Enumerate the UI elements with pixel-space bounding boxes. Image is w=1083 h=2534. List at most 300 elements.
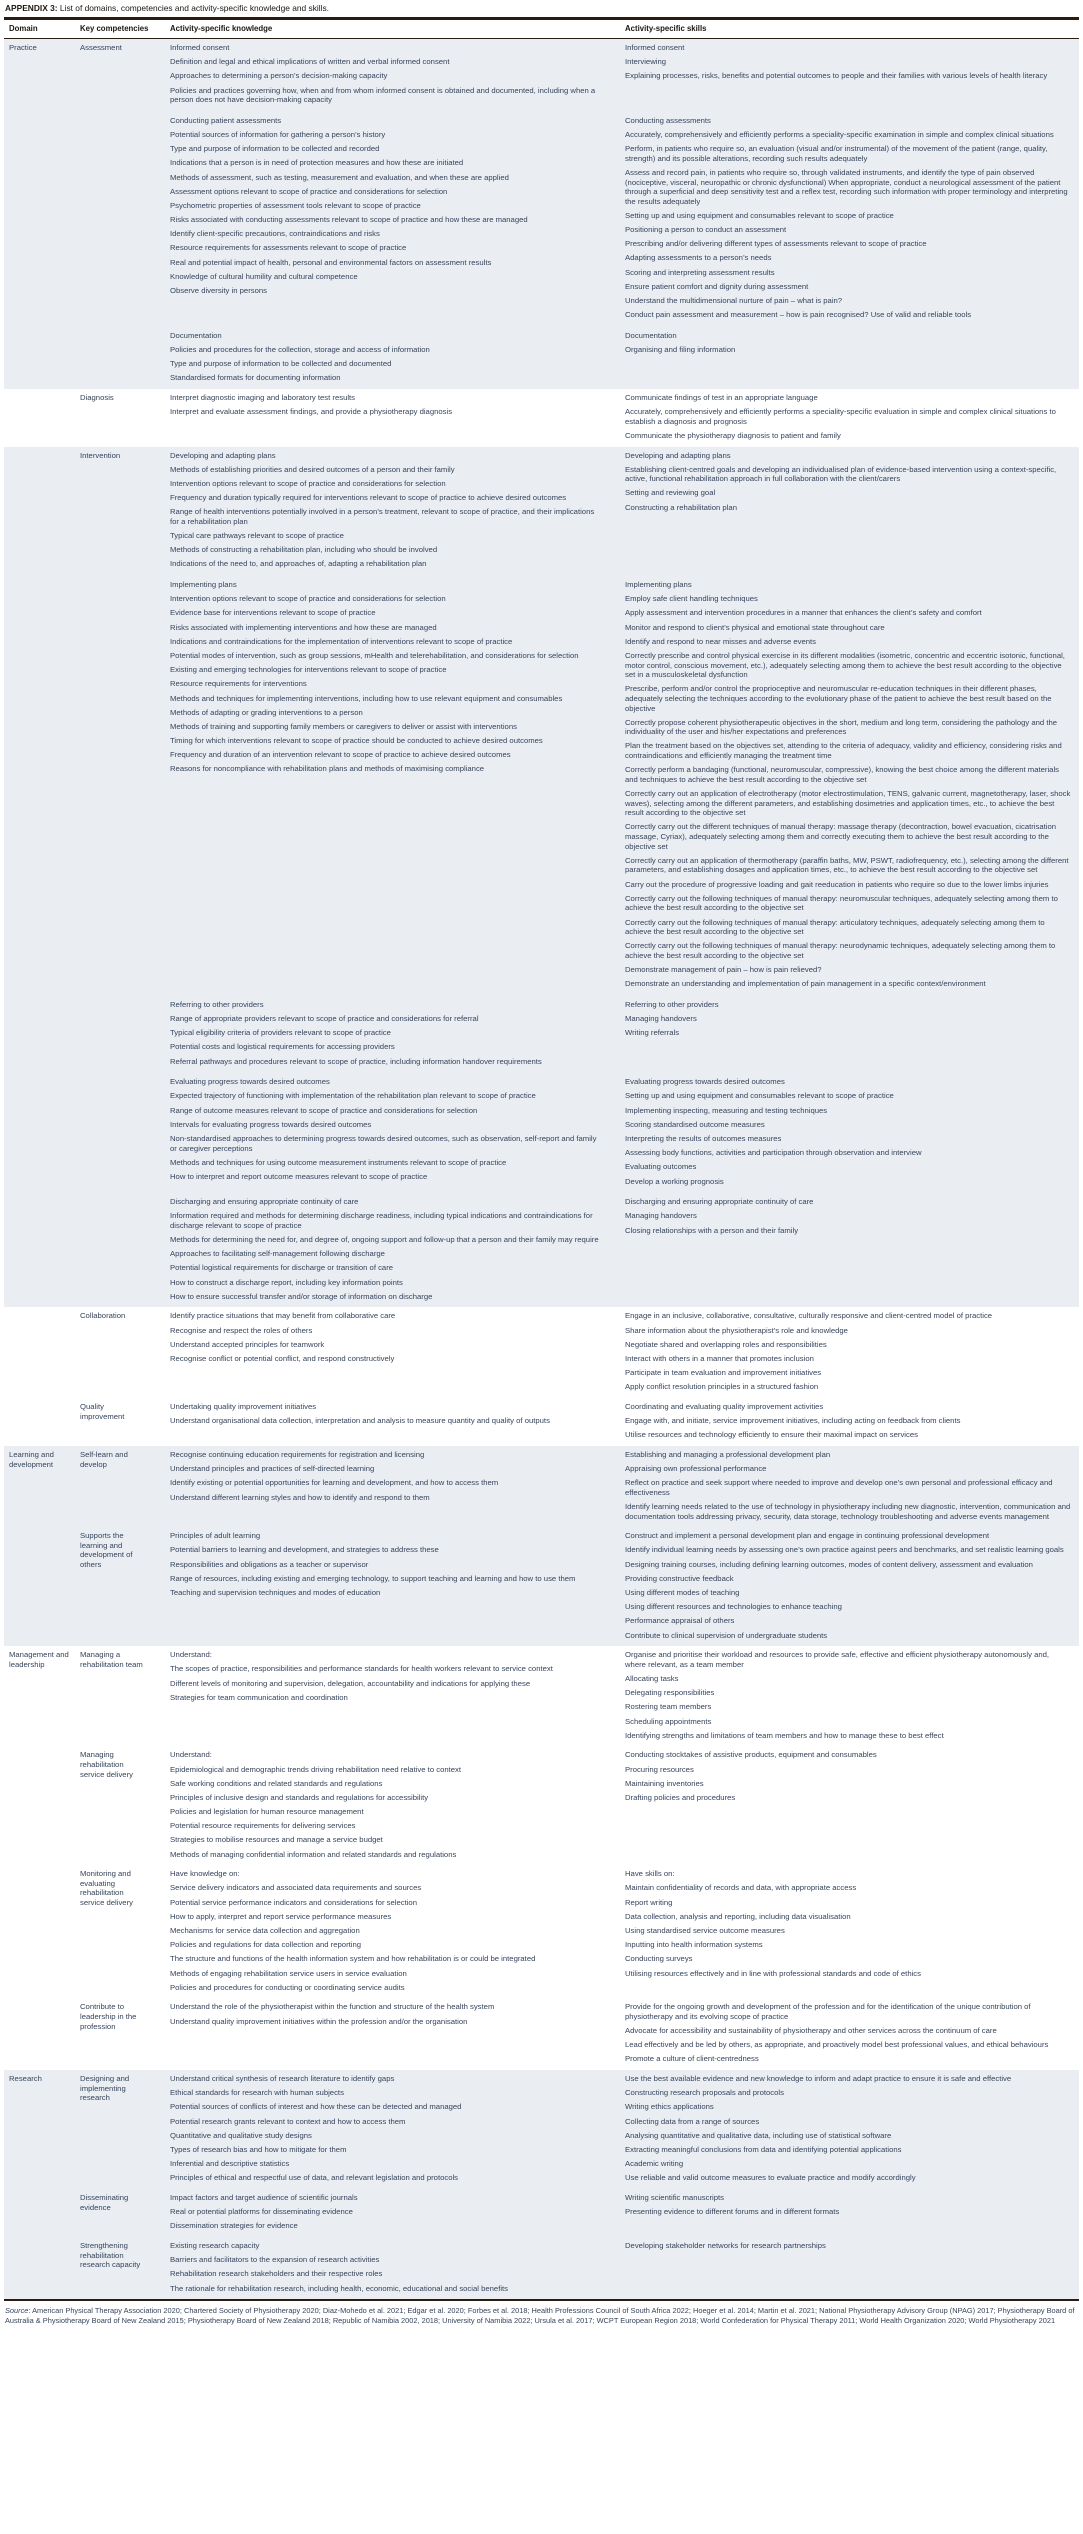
knowledge-item: Epidemiological and demographic trends driving rehabilitation need relative to context xyxy=(170,1764,462,1774)
skills-cell xyxy=(621,2002,1079,2064)
knowledge-item: Range of resources, including existing and emerging technology, to support teaching and learning and how to use them xyxy=(170,1573,576,1583)
knowledge-item: Evaluating progress towards desired outcomes xyxy=(170,1077,330,1087)
skill-item: Use the best available evidence and new knowledge to inform and adapt practice to ensure it is safe and effective xyxy=(625,2074,1012,2084)
table-row xyxy=(4,1307,1079,1398)
skill-item: Adapting assessments to a person’s needs xyxy=(625,253,772,263)
knowledge-cell xyxy=(166,2074,621,2183)
skill-item: Ensure patient comfort and dignity during assessment xyxy=(625,281,809,291)
skill-item: Identify and respond to near misses and adverse events xyxy=(625,636,817,646)
row-blocks xyxy=(166,1311,1079,1392)
knowledge-item: Potential resource requirements for delivering services xyxy=(170,1821,356,1831)
knowledge-item: Approaches to determining a person’s decision-making capacity xyxy=(170,71,388,81)
competency-cell: Assessment xyxy=(80,43,122,52)
skill-item: Prescribe, perform and/or control the proprioceptive and neuromuscular re-education techniques in their different phases, adequately selecting the techniques according to the evolutionary phase of the patient to achieve the best result based on the objective xyxy=(625,684,1052,713)
skill-item: Use reliable and valid outcome measures to evaluate practice and modify accordingly xyxy=(625,2173,916,2183)
knowledge-item: Understand: xyxy=(170,1650,212,1660)
skill-item: Rostering team members xyxy=(625,1702,712,1712)
knowledge-item: Different levels of monitoring and supervision, delegation, accountability and indications for applying these xyxy=(170,1678,531,1688)
source-note xyxy=(5,2306,1078,2325)
knowledge-item: Identify practice situations that may benefit from collaborative care xyxy=(170,1311,396,1321)
knowledge-item: Understand the role of the physiotherapist within the function and structure of the health system xyxy=(170,2002,495,2012)
knowledge-item: Understand organisational data collection, interpretation and analysis to measure quantity and quality of outputs xyxy=(170,1416,550,1426)
table-row xyxy=(4,447,1079,1308)
skill-item: Correctly carry out the following techniques of manual therapy: neurodynamic techniques, adequately selecting among them to achieve the best result according to the objective set xyxy=(625,941,1056,960)
knowledge-item: Potential service performance indicators and considerations for selection xyxy=(170,1897,417,1907)
row-blocks xyxy=(166,2074,1079,2183)
knowledge-item: Potential barriers to learning and development, and strategies to address these xyxy=(170,1545,439,1555)
row-blocks xyxy=(166,1869,1079,1992)
skill-item: Share information about the physiotherapist’s role and knowledge xyxy=(625,1325,848,1335)
knowledge-item: Strategies for team communication and coordination xyxy=(170,1692,348,1702)
skill-item: Writing referrals xyxy=(625,1028,680,1038)
skill-item: Carry out the procedure of progressive loading and gait reeducation in patients who require so due to the lower limbs injuries xyxy=(625,879,1049,889)
knowledge-item: Definition and legal and ethical implications of written and verbal informed consent xyxy=(170,57,450,67)
row-blocks xyxy=(166,1750,1079,1859)
skill-item: Positioning a person to conduct an assessment xyxy=(625,225,787,235)
skill-item: Assess and record pain, in patients who require so, through validated instruments, and identify the type of pain observed (nociceptive, visceral, neuropathic or chronic dysfunctional) When appropriate, conduct a neurological assessment of the patient through a superficial and deep sensitivity test and a reflex test, recording such information with proper terminology and interpreting the results adequately xyxy=(625,167,1068,206)
skill-item: Constructing research proposals and protocols xyxy=(625,2088,784,2098)
skill-item: Apply assessment and intervention procedures in a manner that enhances the client’s safety and comfort xyxy=(625,608,982,618)
skills-cell xyxy=(621,1531,1079,1640)
knowledge-cell xyxy=(166,1000,621,1066)
knowledge-cell xyxy=(166,393,621,441)
row-blocks xyxy=(166,2002,1079,2064)
competency-cell: Managing rehabilitation service delivery xyxy=(80,1750,133,1779)
knowledge-item: Resource requirements for assessments relevant to scope of practice xyxy=(170,243,407,253)
skill-item: Appraising own professional performance xyxy=(625,1464,767,1474)
row-blocks xyxy=(166,43,1079,383)
knowledge-item: Approaches to facilitating self-management following discharge xyxy=(170,1249,385,1259)
knowledge-item: Safe working conditions and related standards and regulations xyxy=(170,1778,383,1788)
knowledge-item: Policies and regulations for data collection and reporting xyxy=(170,1940,362,1950)
header-key-competencies: Key competencies xyxy=(80,24,149,33)
knowledge-item: Intervention options relevant to scope of practice and considerations for selection xyxy=(170,594,446,604)
knowledge-item: Methods of establishing priorities and desired outcomes of a person and their family xyxy=(170,464,455,474)
knowledge-item: Potential research grants relevant to context and how to access them xyxy=(170,2116,406,2126)
knowledge-item: Mechanisms for service data collection and aggregation xyxy=(170,1925,360,1935)
knowledge-cell xyxy=(166,1311,621,1392)
knowledge-item: Range of appropriate providers relevant to scope of practice and considerations for referral xyxy=(170,1014,479,1024)
knowledge-skills-block xyxy=(166,1531,1079,1640)
knowledge-item: Service delivery indicators and associated data requirements and sources xyxy=(170,1883,422,1893)
skills-cell xyxy=(621,1650,1079,1740)
skill-item: Writing scientific manuscripts xyxy=(625,2192,724,2202)
skill-item: Managing handovers xyxy=(625,1211,697,1221)
knowledge-item: Evidence base for interventions relevant to scope of practice xyxy=(170,608,376,618)
skill-item: Establishing and managing a professional development plan xyxy=(625,1449,831,1459)
knowledge-item: Risks associated with conducting assessments relevant to scope of practice and how these are managed xyxy=(170,215,528,225)
knowledge-item: Understand: xyxy=(170,1750,212,1760)
skill-item: Drafting policies and procedures xyxy=(625,1792,736,1802)
knowledge-item: Ethical standards for research with human subjects xyxy=(170,2088,344,2098)
skill-item: Designing training courses, including defining learning outcomes, modes of content delivery, assessment and evaluation xyxy=(625,1559,1033,1569)
skills-cell xyxy=(621,1869,1079,1992)
skill-item: Participate in team evaluation and improvement initiatives xyxy=(625,1368,822,1378)
skill-item: Using different modes of teaching xyxy=(625,1588,740,1598)
knowledge-item: How to apply, interpret and report service performance measures xyxy=(170,1911,392,1921)
knowledge-item: Frequency and duration typically required for interventions relevant to scope of practice to achieve desired outcomes xyxy=(170,493,567,503)
skill-item: Scoring standardised outcome measures xyxy=(625,1119,765,1129)
knowledge-item: Real or potential platforms for disseminating evidence xyxy=(170,2207,353,2217)
skills-cell xyxy=(621,393,1079,441)
knowledge-item: Identify client-specific precautions, contraindications and risks xyxy=(170,229,380,239)
domain-cell xyxy=(4,1869,80,1992)
knowledge-item: Implementing plans xyxy=(170,580,237,589)
skill-item: Develop a working prognosis xyxy=(625,1176,724,1186)
knowledge-item: The rationale for rehabilitation research, including health, economic, educational and social benefits xyxy=(170,2283,509,2293)
knowledge-item: Methods of engaging rehabilitation service users in service evaluation xyxy=(170,1968,407,1978)
skills-cell xyxy=(621,1750,1079,1859)
skill-item: Plan the treatment based on the objectives set, attending to the criteria of adequacy, validity and efficiency, considering risks and contraindications and efficiently managing the treatment time xyxy=(625,741,1062,761)
domain-cell xyxy=(4,1531,80,1640)
row-blocks xyxy=(166,1650,1079,1740)
domain-cell xyxy=(4,393,80,441)
knowledge-item: Documentation xyxy=(170,330,222,340)
skill-item: Managing handovers xyxy=(625,1014,697,1024)
page-title xyxy=(5,3,1079,14)
table-row xyxy=(4,1527,1079,1646)
table-row xyxy=(4,2070,1079,2189)
knowledge-item: Impact factors and target audience of scientific journals xyxy=(170,2192,358,2202)
knowledge-item: Risks associated with implementing interventions and how these are managed xyxy=(170,622,437,632)
skill-item: Conducting stocktakes of assistive products, equipment and consumables xyxy=(625,1750,877,1760)
competency-cell: Collaboration xyxy=(80,1311,126,1321)
competency-cell: Monitoring and evaluating rehabilitation service delivery xyxy=(80,1869,133,1907)
knowledge-cell xyxy=(166,2241,621,2293)
skill-item: Accurately, comprehensively and efficiently performs a speciality-specific examination in simple and complex clinical situations xyxy=(625,129,1054,139)
skill-item: Procuring resources xyxy=(625,1764,694,1774)
knowledge-item: Identify existing or potential opportunities for learning and development, and how to access them xyxy=(170,1478,499,1488)
knowledge-item: Timing for which interventions relevant to scope of practice should be conducted to achieve desired outcomes xyxy=(170,736,543,746)
competency-cell: Quality improvement xyxy=(80,1401,125,1421)
knowledge-item: Strategies to mobilise resources and manage a service budget xyxy=(170,1835,383,1845)
skill-item: Advocate for accessibility and sustainability of physiotherapy and other services across the continuum of care xyxy=(625,2026,997,2036)
knowledge-skills-block xyxy=(166,43,1079,105)
skills-cell xyxy=(621,1077,1079,1186)
skill-item: Scoring and interpreting assessment results xyxy=(625,267,775,277)
knowledge-item: Indications of the need to, and approaches of, adapting a rehabilitation plan xyxy=(170,559,427,569)
skill-item: Perform, in patients who require so, an evaluation (visual and/or instrumental) of the movement of the patient (range, quality, strength) and its possible alterations, recording such results adequately xyxy=(625,144,1048,163)
skill-item: Conduct pain assessment and measurement – how is pain recognised? Use of valid and reliable tools xyxy=(625,310,972,320)
knowledge-skills-block xyxy=(166,1000,1079,1066)
knowledge-skills-block xyxy=(166,2241,1079,2293)
knowledge-item: Understand accepted principles for teamwork xyxy=(170,1339,325,1349)
domain-cell: Management and leadership xyxy=(9,1650,69,1669)
knowledge-skills-block xyxy=(166,1869,1079,1992)
knowledge-item: The scopes of practice, responsibilities and performance standards for health workers relevant to service context xyxy=(170,1664,553,1674)
knowledge-item: Inferential and descriptive statistics xyxy=(170,2159,290,2169)
knowledge-cell xyxy=(166,1650,621,1740)
knowledge-item: Potential logistical requirements for discharge or transition of care xyxy=(170,1263,394,1273)
knowledge-item: Intervention options relevant to scope of practice and considerations for selection xyxy=(170,478,446,488)
knowledge-item: Methods of constructing a rehabilitation plan, including who should be involved xyxy=(170,545,438,555)
knowledge-skills-block xyxy=(166,2002,1079,2064)
knowledge-skills-block xyxy=(166,1750,1079,1859)
skill-item: Writing ethics applications xyxy=(625,2102,714,2112)
knowledge-cell xyxy=(166,451,621,570)
skill-item: Discharging and ensuring appropriate continuity of care xyxy=(625,1197,814,1207)
skill-item: Organising and filing information xyxy=(625,344,736,354)
knowledge-item: Existing and emerging technologies for interventions relevant to scope of practice xyxy=(170,665,447,675)
knowledge-item: Quantitative and qualitative study designs xyxy=(170,2130,312,2140)
knowledge-item: Recognise continuing education requirements for registration and licensing xyxy=(170,1449,425,1459)
skill-item: Using different resources and technologies to enhance teaching xyxy=(625,1602,842,1612)
skill-item: Implementing plans xyxy=(625,580,692,589)
competency-table xyxy=(4,17,1079,2301)
knowledge-item: Rehabilitation research stakeholders and their respective roles xyxy=(170,2269,383,2279)
domain-cell xyxy=(4,2241,80,2293)
header-activity-specific-knowledge: Activity-specific knowledge xyxy=(170,24,273,33)
table-row xyxy=(4,2237,1079,2299)
knowledge-cell xyxy=(166,1197,621,1301)
knowledge-item: Methods of managing confidential information and related standards and regulations xyxy=(170,1849,457,1859)
knowledge-cell xyxy=(166,580,621,989)
appendix-label: APPENDIX 3: xyxy=(5,3,58,13)
skills-cell xyxy=(621,1311,1079,1392)
row-blocks xyxy=(166,2241,1079,2293)
knowledge-item: Methods and techniques for implementing interventions, including how to use relevant equipment and consumables xyxy=(170,693,563,703)
skill-item: Report writing xyxy=(625,1897,673,1907)
skill-item: Constructing a rehabilitation plan xyxy=(625,502,737,512)
skill-item: Implementing inspecting, measuring and testing techniques xyxy=(625,1105,828,1115)
knowledge-skills-block xyxy=(166,393,1079,441)
knowledge-item: Indications and contraindications for the implementation of interventions relevant to scope of practice xyxy=(170,636,513,646)
knowledge-skills-block xyxy=(166,116,1079,320)
source-label: Source xyxy=(5,2306,29,2316)
knowledge-item: Typical eligibility criteria of providers relevant to scope of practice xyxy=(170,1028,391,1038)
knowledge-skills-block xyxy=(166,1402,1079,1440)
knowledge-item: Methods of adapting or grading interventions to a person xyxy=(170,707,363,717)
table-row xyxy=(4,2189,1079,2237)
skill-item: Demonstrate an understanding and implementation of pain management in a specific context/environment xyxy=(625,979,986,989)
knowledge-item: Conducting patient assessments xyxy=(170,115,282,125)
knowledge-item: Potential sources of information for gathering a person’s history xyxy=(170,129,386,139)
skills-cell xyxy=(621,43,1079,105)
knowledge-item: Type and purpose of information to be collected and documented xyxy=(170,359,392,369)
skill-item: Correctly perform a bandaging (functional, neuromuscular, compressive), knowing the best choice among the different materials and techniques to achieve the best result according to the objective set xyxy=(625,765,1059,784)
knowledge-item: Have knowledge on: xyxy=(170,1869,240,1879)
knowledge-item: Type and purpose of information to be collected and recorded xyxy=(170,144,380,154)
skill-item: Documentation xyxy=(625,330,677,340)
skill-item: Contribute to clinical supervision of undergraduate students xyxy=(625,1630,828,1640)
skill-item: Setting up and using equipment and consumables relevant to scope of practice xyxy=(625,210,894,220)
knowledge-item: Responsibilities and obligations as a teacher or supervisor xyxy=(170,1559,369,1569)
domain-cell: Practice xyxy=(9,43,37,52)
skill-item: Performance appraisal of others xyxy=(625,1616,735,1626)
table-row xyxy=(4,39,1079,389)
knowledge-cell xyxy=(166,43,621,105)
skill-item: Interviewing xyxy=(625,57,667,67)
skill-item: Setting and reviewing goal xyxy=(625,488,716,498)
skill-item: Identifying strengths and limitations of team members and how to manage these to best effect xyxy=(625,1730,944,1740)
row-blocks xyxy=(166,393,1079,441)
skill-item: Provide for the ongoing growth and development of the profession and for the identification of the unique contribution of physiotherapy and its evolving scope of practice xyxy=(625,2002,1031,2021)
skill-item: Coordinating and evaluating quality improvement activities xyxy=(625,1401,824,1411)
knowledge-cell xyxy=(166,2002,621,2064)
knowledge-item: Range of outcome measures relevant to scope of practice and considerations for selection xyxy=(170,1105,478,1115)
knowledge-item: Recognise conflict or potential conflict, and respond constructively xyxy=(170,1354,395,1363)
knowledge-item: Interpret and evaluate assessment findings, and provide a physiotherapy diagnosis xyxy=(170,407,453,417)
knowledge-item: How to ensure successful transfer and/or storage of information on discharge xyxy=(170,1291,433,1301)
skill-item: Maintaining inventories xyxy=(625,1778,704,1788)
header-domain: Domain xyxy=(9,24,38,33)
skill-item: Demonstrate management of pain – how is pain relieved? xyxy=(625,965,822,975)
skill-item: Correctly prescribe and control physical exercise in its different modalities (isometric, concentric and eccentric isotonic, functional, motor control, conscious movement, etc.), adequately selecting among them to achieve the best result according to the objective set in a musculoskeletal dysfunction xyxy=(625,650,1065,680)
skill-item: Inputting into health information systems xyxy=(625,1940,763,1950)
skill-item: Correctly carry out the different techniques of manual therapy: massage therapy (decontraction, bowel evacuation, cicatrisation massage, Cyriax), adequately selecting among them and correctly executing them to achieve the best result according to the objective set xyxy=(625,822,1057,851)
skill-item: Identify individual learning needs by assessing one’s own practice against peers and benchmarks, and set realistic learning goals xyxy=(625,1545,1064,1555)
knowledge-item: Barriers and facilitators to the expansion of research activities xyxy=(170,2255,380,2265)
knowledge-item: Resource requirements for interventions xyxy=(170,679,307,689)
skill-item: Utilise resources and technology efficiently to ensure their maximal impact on services xyxy=(625,1430,918,1440)
table-row xyxy=(4,1446,1079,1527)
knowledge-item: Types of research bias and how to mitigate for them xyxy=(170,2145,347,2154)
skill-item: Interpreting the results of outcomes measures xyxy=(625,1133,782,1143)
skill-item: Referring to other providers xyxy=(625,999,719,1009)
table-body xyxy=(4,39,1079,2299)
knowledge-skills-block xyxy=(166,451,1079,570)
knowledge-cell xyxy=(166,331,621,383)
skills-cell xyxy=(621,331,1079,383)
domain-cell: Research xyxy=(9,2074,42,2084)
knowledge-item: Principles of inclusive design and standards and regulations for accessibility xyxy=(170,1792,429,1802)
skill-item: Conducting assessments xyxy=(625,115,711,125)
skill-item: Assessing body functions, activities and participation through observation and interview xyxy=(625,1148,922,1158)
knowledge-item: Real and potential impact of health, personal and environmental factors on assessment results xyxy=(170,257,492,267)
knowledge-item: Understand different learning styles and how to identify and respond to them xyxy=(170,1492,430,1502)
domain-cell xyxy=(4,1311,80,1392)
skills-cell xyxy=(621,1450,1079,1521)
knowledge-cell xyxy=(166,1869,621,1992)
skill-item: Analysing quantitative and qualitative data, including use of statistical software xyxy=(625,2130,892,2140)
competency-cell: Designing and implementing research xyxy=(80,2074,130,2103)
skill-item: Prescribing and/or delivering different types of assessments relevant to scope of practice xyxy=(625,239,927,249)
competency-cell: Diagnosis xyxy=(80,392,114,402)
competency-cell: Disseminating evidence xyxy=(80,2192,129,2212)
skills-cell xyxy=(621,116,1079,320)
skill-item: Conducting surveys xyxy=(625,1954,693,1964)
knowledge-item: Psychometric properties of assessment tools relevant to scope of practice xyxy=(170,200,421,210)
knowledge-skills-block xyxy=(166,331,1079,383)
knowledge-item: Range of health interventions potentially involved in a person’s treatment, relevant to scope of practice, and their implications for a rehabilitation plan xyxy=(170,507,595,526)
table-row xyxy=(4,1865,1079,1998)
skill-item: Understand the multidimensional nurture of pain – what is pain? xyxy=(625,296,843,305)
domain-cell xyxy=(4,2002,80,2064)
domain-cell xyxy=(4,2193,80,2231)
knowledge-item: Principles of ethical and respectful use of data, and relevant legislation and protocols xyxy=(170,2173,459,2183)
knowledge-item: Typical care pathways relevant to scope of practice xyxy=(170,531,344,541)
skills-cell xyxy=(621,1197,1079,1301)
skill-item: Correctly carry out an application of electrotherapy (motor electrostimulation, TENS, galvanic current, magnetotherapy, laser, shock waves), selecting among the different parameters, and establishing dosimetries and application times, etc., to achieve the best result according to the objective set xyxy=(625,789,1071,818)
knowledge-item: Policies and procedures for the collection, storage and access of information xyxy=(170,344,430,354)
skill-item: Engage in an inclusive, collaborative, consultative, culturally responsive and client-centred model of practice xyxy=(625,1311,993,1321)
knowledge-item: Reasons for noncompliance with rehabilitation plans and methods of maximising compliance xyxy=(170,764,485,774)
knowledge-item: Potential modes of intervention, such as group sessions, mHealth and telerehabilitation, and considerations for selection xyxy=(170,650,579,660)
skill-item: Using standardised service outcome measures xyxy=(625,1925,785,1935)
skill-item: Organise and prioritise their workload and resources to provide safe, effective and efficient physiotherapy autonomously and, where relevant, as a team member xyxy=(625,1650,1050,1669)
knowledge-item: Dissemination strategies for evidence xyxy=(170,2221,298,2231)
skill-item: Evaluating progress towards desired outcomes xyxy=(625,1077,785,1087)
skill-item: Delegating responsibilities xyxy=(625,1688,715,1698)
competency-cell: Managing a rehabilitation team xyxy=(80,1650,143,1669)
knowledge-item: Indications that a person is in need of protection measures and how these are initiated xyxy=(170,158,464,168)
knowledge-cell xyxy=(166,1750,621,1859)
knowledge-item: Frequency and duration of an intervention relevant to scope of practice to achieve desired outcomes xyxy=(170,750,511,760)
knowledge-cell xyxy=(166,1077,621,1186)
knowledge-cell xyxy=(166,1402,621,1440)
knowledge-item: Intervals for evaluating progress towards desired outcomes xyxy=(170,1119,372,1129)
knowledge-item: Methods of assessment, such as testing, measurement and evaluation, and when these are applied xyxy=(170,172,509,182)
table-row xyxy=(4,1398,1079,1446)
knowledge-item: Potential sources of conflicts of interest and how these can be detected and managed xyxy=(170,2102,462,2112)
knowledge-item: Potential costs and logistical requirements for accessing providers xyxy=(170,1042,395,1052)
competency-cell: Strengthening rehabilitation research capacity xyxy=(80,2240,141,2270)
competency-cell: Self-learn and develop xyxy=(80,1449,128,1469)
skill-item: Apply conflict resolution principles in a structured fashion xyxy=(625,1382,819,1392)
domain-cell xyxy=(4,1402,80,1440)
knowledge-item: Methods and techniques for using outcome measurement instruments relevant to scope of practice xyxy=(170,1157,507,1167)
domain-cell xyxy=(4,451,80,1302)
knowledge-item: Observe diversity in persons xyxy=(170,286,267,295)
skills-cell xyxy=(621,2074,1079,2183)
knowledge-item: Interpret diagnostic imaging and laboratory test results xyxy=(170,392,356,402)
skills-cell xyxy=(621,1000,1079,1066)
skill-item: Promote a culture of client-centredness xyxy=(625,2054,759,2064)
skill-item: Closing relationships with a person and their family xyxy=(625,1225,799,1235)
table-row xyxy=(4,389,1079,447)
skill-item: Have skills on: xyxy=(625,1869,675,1879)
skill-item: Interact with others in a manner that promotes inclusion xyxy=(625,1354,814,1363)
skill-item: Developing stakeholder networks for research partnerships xyxy=(625,2240,826,2250)
skill-item: Communicate the physiotherapy diagnosis to patient and family xyxy=(625,430,841,440)
table-row xyxy=(4,1746,1079,1865)
skill-item: Accurately, comprehensively and efficiently performs a speciality-specific evaluation in simple and complex clinical situations to establish a diagnosis and prognosis xyxy=(625,407,1056,426)
knowledge-skills-block xyxy=(166,1311,1079,1392)
knowledge-item: Principles of adult learning xyxy=(170,1531,261,1541)
knowledge-skills-block xyxy=(166,1650,1079,1740)
knowledge-skills-block xyxy=(166,1197,1079,1301)
skill-item: Informed consent xyxy=(625,43,685,52)
competency-cell: Contribute to leadership in the profession xyxy=(80,2002,137,2031)
knowledge-item: Knowledge of cultural humility and cultural competence xyxy=(170,271,358,281)
skill-item: Providing constructive feedback xyxy=(625,1573,734,1583)
header-activity-specific-skills: Activity-specific skills xyxy=(625,24,707,33)
knowledge-item: Policies and legislation for human resource management xyxy=(170,1807,364,1817)
skill-item: Reflect on practice and seek support where needed to improve and develop one’s own personal and professional efficacy and effectiveness xyxy=(625,1478,1053,1497)
knowledge-item: Non-standardised approaches to determining progress towards desired outcomes, such as observation, self-report and family or caregiver perceptions xyxy=(170,1133,597,1153)
row-blocks xyxy=(166,1531,1079,1640)
domain-cell: Learning and development xyxy=(9,1449,54,1469)
row-blocks xyxy=(166,451,1079,1302)
knowledge-skills-block xyxy=(166,1450,1079,1521)
knowledge-item: Policies and procedures for conducting or coordinating service audits xyxy=(170,1982,405,1992)
knowledge-skills-block xyxy=(166,1077,1079,1186)
knowledge-item: Methods for determining the need for, and degree of, ongoing support and follow-up that a person and their family may require xyxy=(170,1235,599,1245)
knowledge-item: Existing research capacity xyxy=(170,2240,260,2250)
skills-cell xyxy=(621,451,1079,570)
knowledge-item: Understand principles and practices of self-directed learning xyxy=(170,1464,375,1474)
knowledge-item: Teaching and supervision techniques and modes of education xyxy=(170,1588,381,1598)
table-row xyxy=(4,1646,1079,1746)
table-row xyxy=(4,1998,1079,2070)
skill-item: Correctly carry out the following techniques of manual therapy: neuromuscular techniques, adequately selecting among them to achieve the best result according to the objective set xyxy=(625,893,1058,913)
appendix-title-text: List of domains, competencies and activity-specific knowledge and skills. xyxy=(57,3,329,13)
knowledge-item: How to construct a discharge report, including key information points xyxy=(170,1277,403,1287)
skill-item: Collecting data from a range of sources xyxy=(625,2116,760,2126)
knowledge-item: Assessment options relevant to scope of practice and considerations for selection xyxy=(170,186,448,196)
knowledge-item: Developing and adapting plans xyxy=(170,450,276,460)
competency-cell: Supports the learning and development of others xyxy=(80,1531,133,1570)
